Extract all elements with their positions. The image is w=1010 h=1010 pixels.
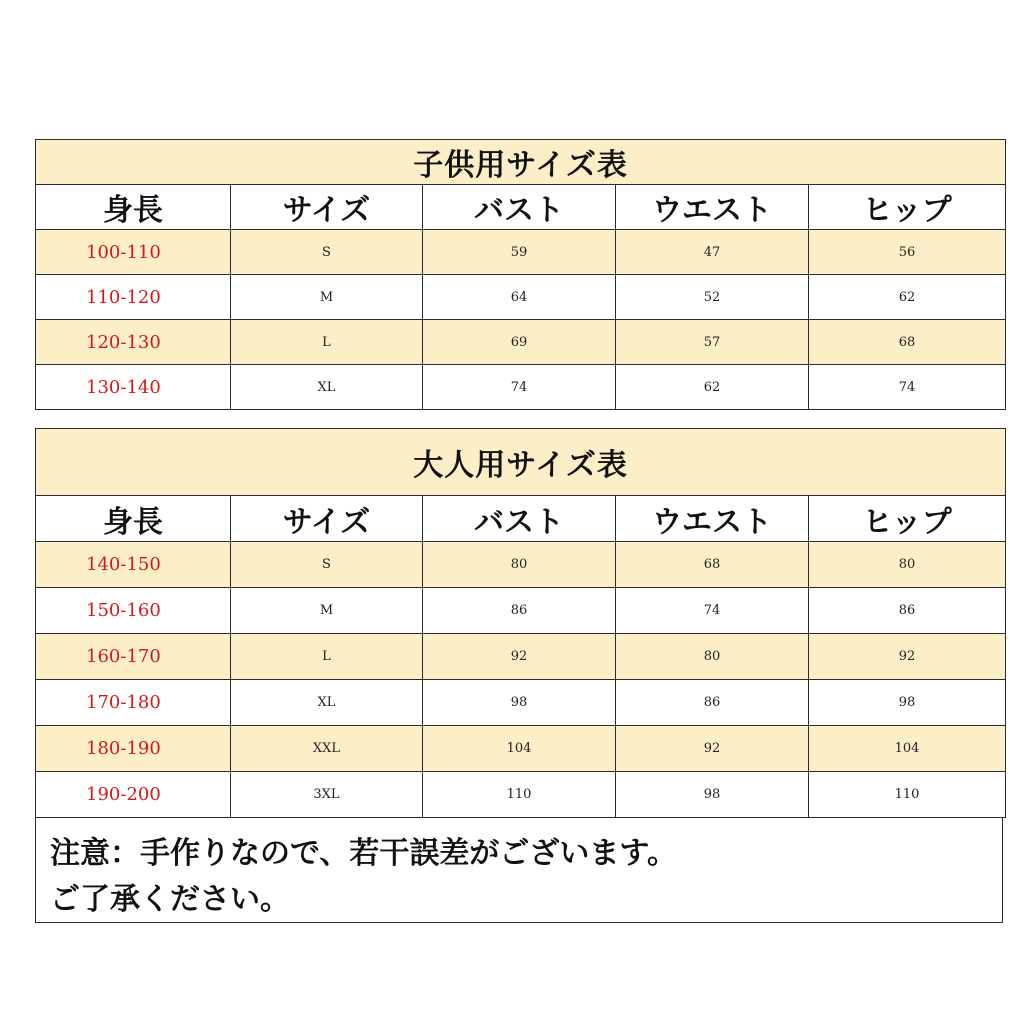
note-line-1: 注意：手作りなので、若干誤差がございます。 (50, 836, 677, 871)
waist-cell: 52 (616, 275, 809, 320)
hip-cell: 62 (809, 275, 1006, 320)
column-header-height: 身長 (36, 185, 231, 230)
height-range-cell: 120-130 (36, 320, 231, 365)
column-header-bust: バスト (423, 185, 616, 230)
column-header-height: 身長 (36, 496, 231, 542)
hip-cell: 98 (809, 680, 1006, 726)
size-cell: L (231, 634, 423, 680)
adult-title-row (36, 429, 1006, 496)
column-header-bust: バスト (423, 496, 616, 542)
size-cell: M (231, 275, 423, 320)
waist-cell: 68 (616, 542, 809, 588)
table-row (36, 680, 1006, 726)
bust-cell: 80 (423, 542, 616, 588)
waist-cell: 86 (616, 680, 809, 726)
size-cell: XL (231, 365, 423, 410)
size-cell: S (231, 542, 423, 588)
waist-cell: 74 (616, 588, 809, 634)
waist-cell: 47 (616, 230, 809, 275)
waist-cell: 80 (616, 634, 809, 680)
height-range-cell: 110-120 (36, 275, 231, 320)
table-row (36, 365, 1006, 410)
bust-cell: 69 (423, 320, 616, 365)
size-cell: M (231, 588, 423, 634)
hip-cell: 56 (809, 230, 1006, 275)
waist-cell: 92 (616, 726, 809, 772)
table-row (36, 275, 1006, 320)
bust-cell: 59 (423, 230, 616, 275)
hip-cell: 74 (809, 365, 1006, 410)
height-range-cell: 100-110 (36, 230, 231, 275)
height-range-cell: 180-190 (36, 726, 231, 772)
height-range-cell: 170-180 (36, 680, 231, 726)
table-row (36, 542, 1006, 588)
column-header-waist: ウエスト (616, 185, 809, 230)
column-header-size: サイズ (231, 185, 423, 230)
height-range-cell: 130-140 (36, 365, 231, 410)
table-row (36, 588, 1006, 634)
bust-cell: 104 (423, 726, 616, 772)
adult-table-body (36, 429, 1006, 818)
adult-header-row (36, 496, 1006, 542)
height-range-cell: 160-170 (36, 634, 231, 680)
kids-header-row (36, 185, 1006, 230)
bust-cell: 64 (423, 275, 616, 320)
adult-table-title: 大人用サイズ表 (36, 429, 1006, 496)
column-header-hip: ヒップ (809, 185, 1006, 230)
hip-cell: 110 (809, 772, 1006, 818)
size-cell: 3XL (231, 772, 423, 818)
waist-cell: 57 (616, 320, 809, 365)
height-range-cell: 140-150 (36, 542, 231, 588)
kids-table-title: 子供用サイズ表 (36, 140, 1006, 185)
height-range-cell: 150-160 (36, 588, 231, 634)
hip-cell: 104 (809, 726, 1006, 772)
hip-cell: 86 (809, 588, 1006, 634)
table-row (36, 230, 1006, 275)
hip-cell: 92 (809, 634, 1006, 680)
kids-size-table (35, 139, 1006, 410)
kids-title-row (36, 140, 1006, 185)
table-row (36, 772, 1006, 818)
waist-cell: 98 (616, 772, 809, 818)
table-row (36, 320, 1006, 365)
column-header-hip: ヒップ (809, 496, 1006, 542)
bust-cell: 110 (423, 772, 616, 818)
column-header-waist: ウエスト (616, 496, 809, 542)
table-row (36, 726, 1006, 772)
bust-cell: 92 (423, 634, 616, 680)
note-line-2: ご了承ください。 (50, 882, 290, 917)
size-cell: XXL (231, 726, 423, 772)
table-row (36, 634, 1006, 680)
hip-cell: 68 (809, 320, 1006, 365)
height-range-cell: 190-200 (36, 772, 231, 818)
note-box (35, 818, 1003, 923)
kids-table-body (36, 140, 1006, 410)
bust-cell: 74 (423, 365, 616, 410)
column-header-size: サイズ (231, 496, 423, 542)
adult-size-table (35, 428, 1006, 818)
bust-cell: 98 (423, 680, 616, 726)
waist-cell: 62 (616, 365, 809, 410)
size-cell: S (231, 230, 423, 275)
size-cell: XL (231, 680, 423, 726)
hip-cell: 80 (809, 542, 1006, 588)
size-cell: L (231, 320, 423, 365)
bust-cell: 86 (423, 588, 616, 634)
